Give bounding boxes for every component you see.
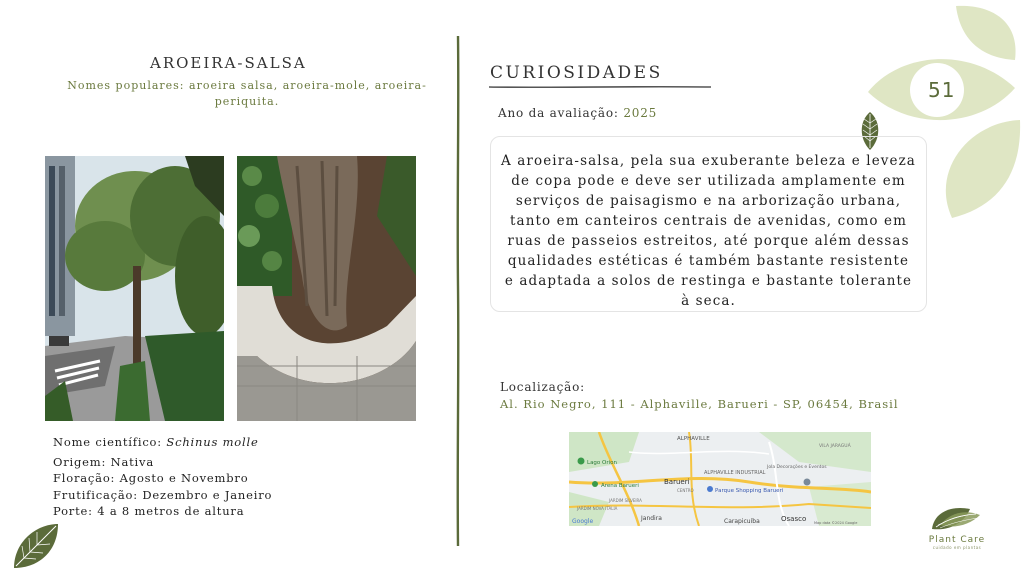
year-value: 2025 (623, 106, 658, 120)
tree-photo-street (45, 156, 224, 421)
leaf-icon (10, 522, 62, 570)
fruiting: Frutificação: Dezembro e Janeiro (53, 487, 273, 502)
map-label: Carapicuíba (724, 518, 760, 525)
vertical-divider (454, 36, 462, 546)
tree-photo-trunk (237, 156, 416, 421)
plant-facts (53, 434, 272, 520)
page-number: 51 (928, 78, 956, 102)
flowering: Floração: Agosto e Novembro (53, 471, 249, 485)
curiosities-heading: CURIOSIDADES (490, 63, 663, 83)
map-label: Barueri (664, 478, 690, 486)
evaluation-year (498, 106, 657, 120)
scientific-name-label: Nome científico: (53, 435, 167, 449)
map-label: Jola Decorações e Eventos (767, 465, 827, 470)
popular-names: Nomes populares: aroeira salsa, aroeira-mole, aroeira-periquita. (67, 79, 427, 108)
map-pin-icon[interactable] (707, 486, 713, 492)
map-label: Parque Shopping Barueri (715, 488, 784, 494)
map-label: ALPHAVILLE (677, 436, 710, 442)
map-label: JARDIM SILVEIRA (609, 498, 642, 503)
location-label: Localização: (500, 380, 585, 394)
curiosities-text: A aroeira-salsa, pela sua exuberante beleza e leveza de copa pode e deve ser utilizada amplamente em serviços de paisagismo e na arborização urbana, tanto em canteiros centrais de avenidas, como em ruas de passeios estreitos, até porque além dessas qualidades estéticas é também bastante resistente e adaptada a solos de restinga e bastante tolerante à seca. (501, 153, 916, 309)
map-label: Osasco (781, 515, 807, 523)
map-logo: Google (572, 518, 594, 525)
plant-title: AROEIRA-SALSA (150, 54, 307, 72)
scientific-name-row (53, 434, 272, 451)
map-label: VILA JARAGUÁ (819, 444, 851, 449)
map-label: Arena Barueri (601, 483, 639, 489)
tree-size: Porte: 4 a 8 metros de altura (53, 504, 245, 518)
map-pin-icon[interactable] (804, 479, 811, 486)
brand-name: Plant Care (928, 535, 986, 545)
scientific-name: Schinus molle (166, 435, 259, 449)
brand-tagline: cuidado em plantas (932, 545, 982, 550)
map-attribution: Map data ©2024 Google (814, 521, 858, 525)
heading-underline (489, 84, 711, 90)
map-label: Jandira (641, 515, 662, 522)
map-pin-icon[interactable] (592, 481, 598, 487)
location-map[interactable] (569, 432, 871, 526)
map-pin-icon[interactable] (578, 458, 585, 465)
origin: Origem: Nativa (53, 454, 154, 469)
plant-care-logo (930, 503, 982, 533)
map-label: JARDIM NOVA ITÁLIA (577, 506, 618, 511)
location-address: Al. Rio Negro, 111 - Alphaville, Barueri - SP, 06454, Brasil (500, 397, 899, 411)
year-label: Ano da avaliação: (498, 106, 624, 120)
curiosities-box (490, 136, 927, 312)
map-label: ALPHAVILLE INDUSTRIAL (704, 470, 766, 476)
map-label: Lago Orion (587, 460, 618, 466)
map-label: CENTRO (677, 488, 694, 493)
